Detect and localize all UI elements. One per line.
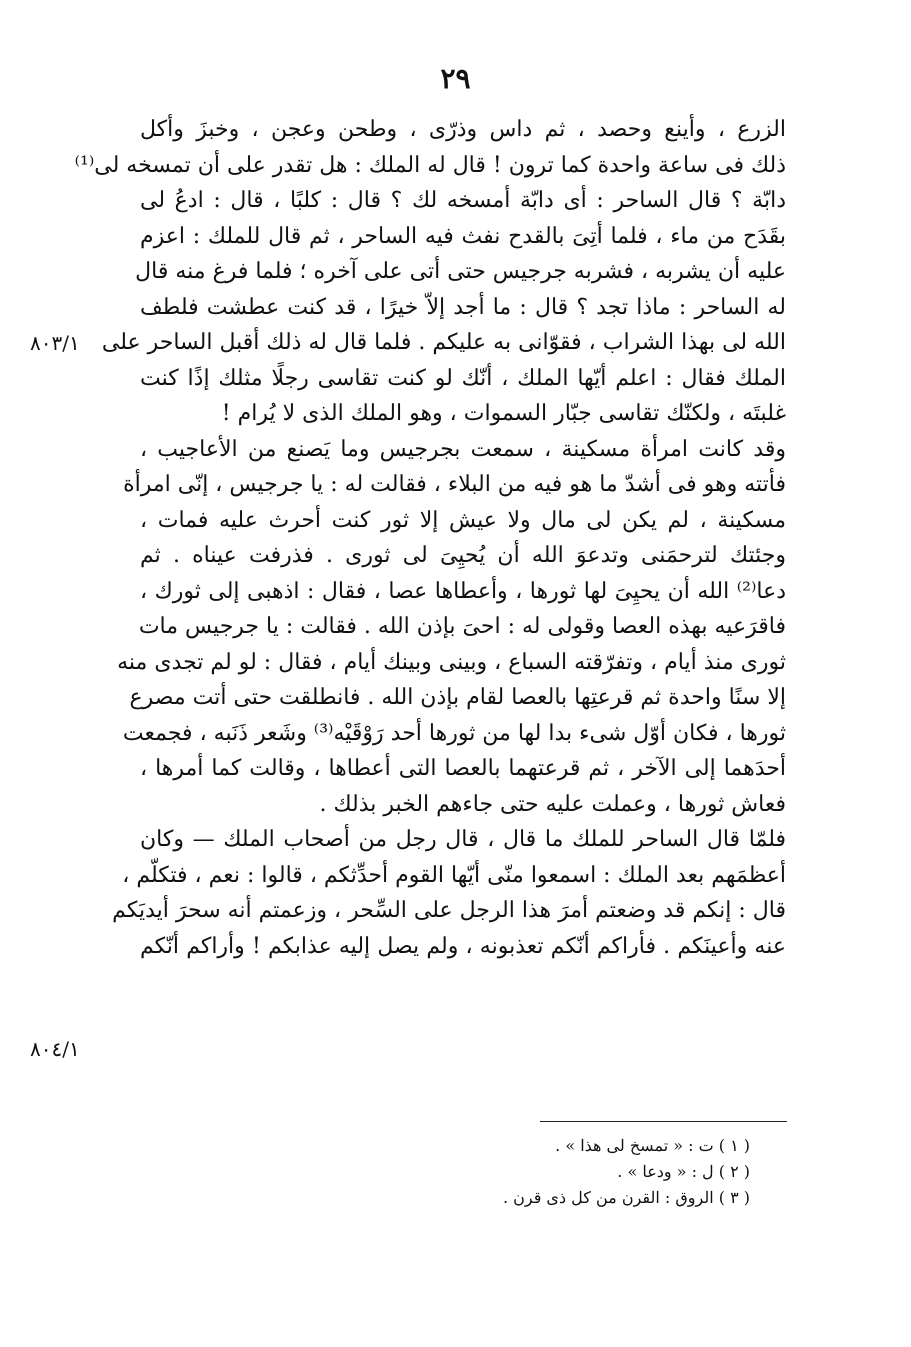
- text-line: دابّة ؟ قال الساحر : أى دابّة أمسخه لك ؟ قال : كلبًا ، قال : ادعُ لى: [140, 188, 786, 213]
- text-line: ثورى منذ أيام ، وتفرّقته السباع ، وبينى وبينك أيام ، فقال : لو لم تجدى منه: [117, 649, 786, 675]
- footnote: ( ٣ ) الروق : القرن من كل ذى قرن .: [502, 1188, 750, 1207]
- main-text: [74, 112, 786, 964]
- text-line: وجئتك لترحمَنى وتدعوَ الله أن يُحيِىَ لى ثورى . فذرفت عيناه . ثم: [140, 543, 786, 568]
- text-line: ثورها ، فكان أوّل شىء بدا لها من ثورها أحد رَوْقَيْه⁽³⁾ وشَعر ذَنَبه ، فجمعت: [122, 720, 786, 746]
- text-line: عنه وأعينَكم . فأراكم أنّكم تعذبونه ، ولم يصل إليه عذابكم ! وأراكم أنّكم: [140, 933, 786, 959]
- page-number: ٢٩: [440, 62, 471, 95]
- text-line: فعاش ثورها ، وعملت عليه حتى جاءهم الخبر بذلك .: [319, 791, 786, 817]
- text-line: أحدَهما إلى الآخر ، ثم قرعتهما بالعصا التى أعطاها ، وقالت كما أمرها ،: [140, 756, 786, 781]
- text-line: فلمّا قال الساحر للملك ما قال ، قال رجل من أصحاب الملك — وكان: [140, 827, 786, 852]
- text-line: ذلك فى ساعة واحدة كما ترون ! قال له الملك : هل تقدر على أن تمسخه لى⁽¹⁾: [74, 152, 786, 178]
- footnote: ( ٢ ) ل : « ودعا » .: [617, 1162, 750, 1181]
- text-line: له الساحر : ماذا تجد ؟ قال : ما أجد إلاّ خيرًا ، قد كنت عطشت فلطف: [140, 294, 786, 320]
- text-line: فاقرَعيه بهذه العصا وقولى له : احىَ بإذن الله . فقالت : يا جرجيس مات: [138, 614, 786, 639]
- margin-reference: ٨٠٤/١: [30, 1037, 80, 1061]
- text-line: بقَدَح من ماء ، فلما أتِىَ بالقدح نفث فيه الساحر ، ثم قال للملك : اعزم: [140, 223, 786, 249]
- text-line: مسكينة ، لم يكن لى مال ولا عيش إلا ثور كنت أحرث عليه فمات ،: [140, 507, 786, 533]
- text-line: الله لى بهذا الشراب ، فقوّانى به عليكم . فلما قال له ذلك أقبل الساحر على: [101, 330, 786, 355]
- footnote-divider: [540, 1121, 787, 1122]
- text-line: إلا سنًا واحدة ثم قرعتِها بالعصا لقام بإذن الله . فانطلقت حتى أتت مصرع: [129, 685, 786, 710]
- text-line: قال : إنكم قد وضعتم أمرَ هذا الرجل على السِّحر ، وزعمتم أنه سحرَ أيديَكم: [112, 898, 786, 923]
- footnotes: [300, 1133, 750, 1211]
- text-line: الملك فقال : اعلم أيّها الملك ، أنّك لو كنت تقاسى رجلًا مثلك إذًا كنت: [140, 365, 786, 391]
- text-line: فأتته وهو فى أشدّ ما هو فيه من البلاء ، فقالت له : يا جرجيس ، إنّى امرأة: [123, 472, 786, 497]
- text-line: الزرع ، وأينع وحصد ، ثم داس وذرّى ، وطحن وعجن ، وخبزَ وأكل: [140, 117, 786, 142]
- margin-reference: ٨٠٣/١: [30, 331, 80, 355]
- text-line: وقد كانت امرأة مسكينة ، سمعت بجرجيس وما يَصنع من الأعاجيب ،: [140, 436, 786, 462]
- text-line: غلبتَه ، ولكنّك تقاسى جبّار السموات ، وهو الملك الذى لا يُرام !: [221, 401, 786, 426]
- footnote: ( ١ ) ت : « تمسخ لى هذا » .: [555, 1136, 750, 1155]
- text-line: عليه أن يشربه ، فشربه جرجيس حتى أتى على آخره ؛ فلما فرغ منه قال: [135, 259, 786, 284]
- text-line: أعظمَهم بعد الملك : اسمعوا منّى أيّها القوم أحدِّثكم ، قالوا : نعم ، فتكلّم ،: [122, 862, 786, 888]
- text-line: دعا⁽²⁾ الله أن يحيِىَ لها ثورها ، وأعطاها عصا ، فقال : اذهبى إلى ثورك ،: [140, 578, 786, 604]
